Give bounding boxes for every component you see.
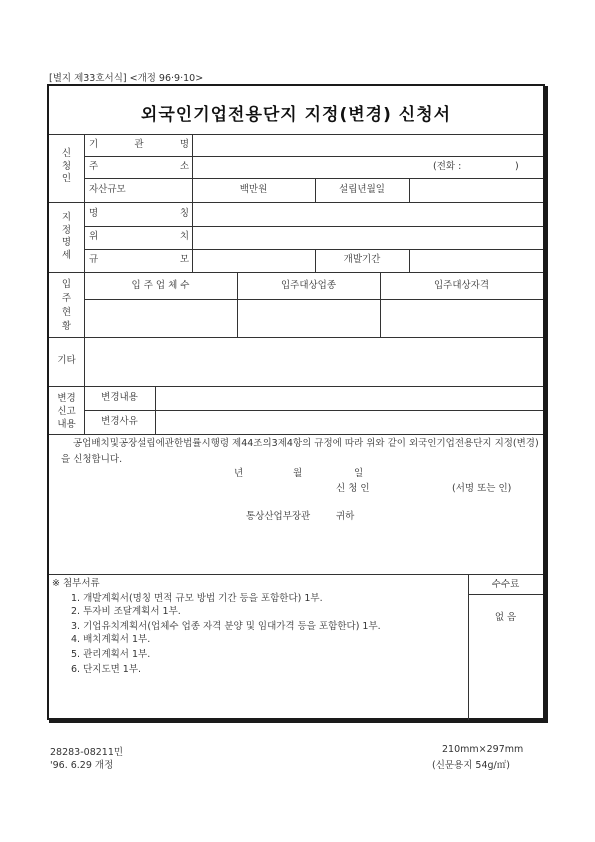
fee-value: 없 음: [494, 612, 517, 623]
phone-label: (전화 :: [433, 161, 462, 172]
phone-close: ): [515, 161, 519, 172]
name-label: 명 칭: [89, 208, 189, 219]
attachment-item: 1. 개발계획서(명칭 면적 규모 방법 기간 등을 포함한다) 1부.: [71, 593, 323, 604]
location-label: 위 치: [89, 231, 189, 242]
applicant-section-label: 신 청 인: [61, 148, 72, 184]
rule: [84, 156, 543, 157]
paper-type: (신문용지 54g/㎡): [432, 760, 510, 771]
asset-unit-label: 백만원: [239, 184, 268, 195]
month-label: 월: [293, 468, 303, 479]
rule: [468, 594, 543, 595]
occupancy-section-label: 입 주 현 황: [61, 279, 72, 332]
fee-label: 수수료: [491, 579, 520, 590]
form-title: 외국인기업전용단지 지정(변경) 신청서: [140, 105, 452, 125]
rule: [84, 178, 543, 179]
revision-date: '96. 6.29 개정: [50, 760, 114, 771]
attachment-item: 5. 관리계획서 1부.: [71, 649, 151, 660]
year-label: 년: [234, 468, 244, 479]
rule: [84, 410, 543, 411]
address-label: 주 소: [89, 161, 189, 172]
rule: [409, 178, 410, 202]
rule: [192, 202, 193, 272]
addressee: 통상산업부장관: [246, 511, 311, 522]
rule: [409, 249, 410, 272]
rule: [49, 272, 543, 273]
attachment-item: 4. 배치계획서 1부.: [71, 634, 151, 645]
attachment-item: 2. 투자비 조달계획서 1부.: [71, 606, 181, 617]
day-label: 일: [354, 468, 364, 479]
frame-shadow-bottom: [49, 720, 548, 723]
rule: [84, 337, 85, 386]
occupant-eligibility-header: 입주대상자격: [433, 280, 490, 291]
form-number-label: [별지 제33호서식] <개정 96·9·10>: [49, 73, 204, 84]
rule: [84, 249, 543, 250]
frame-shadow-right: [545, 86, 548, 722]
addressee-suffix: 귀하: [336, 511, 355, 522]
rule: [49, 202, 543, 203]
occupant-industry-header: 입주대상업종: [280, 280, 337, 291]
change-reason-label: 변경사유: [101, 416, 138, 427]
rule: [49, 434, 543, 435]
rule: [49, 386, 543, 387]
rule: [155, 386, 156, 434]
asset-scale-label: 자산규모: [89, 184, 126, 195]
rule: [49, 337, 543, 338]
attachment-item: 3. 기업유치계획서(업체수 업종 자격 분양 및 임대가격 등을 포함한다) 1부.: [71, 621, 381, 632]
org-name-label: 기 관 명: [89, 139, 189, 150]
paper-size: 210mm×297mm: [442, 744, 524, 755]
signature-note: (서명 또는 인): [452, 483, 512, 494]
occupant-count-header: 입 주 업 체 수: [131, 280, 190, 291]
declaration-text: 공업배치및공장설립에관한법률시행령 제44조의3제4항의 규정에 따라 위와 같이 외국인기업전용단지 지정(변경)을 신청합니다.: [61, 438, 539, 465]
change-content-label: 변경내용: [101, 392, 138, 403]
applicant-signature-label: 신 청 인: [336, 483, 370, 494]
rule: [84, 299, 543, 300]
change-section-label: 변경 신고 내용: [57, 393, 76, 430]
rule: [468, 574, 469, 720]
development-period-label: 개발기간: [343, 254, 381, 265]
founded-date-label: 설립년월일: [339, 184, 385, 195]
application-form: [47, 84, 545, 720]
etc-label: 기타: [57, 355, 76, 366]
attachments-header: ※ 첨부서류: [52, 578, 100, 589]
scale-label: 규 모: [89, 254, 189, 265]
rule: [84, 226, 543, 227]
designation-section-label: 지 정 명 세: [61, 212, 72, 261]
form-code: 28283-08211민: [50, 747, 124, 758]
rule-under-title: [49, 134, 543, 135]
attachment-item: 6. 단지도면 1부.: [71, 664, 142, 675]
